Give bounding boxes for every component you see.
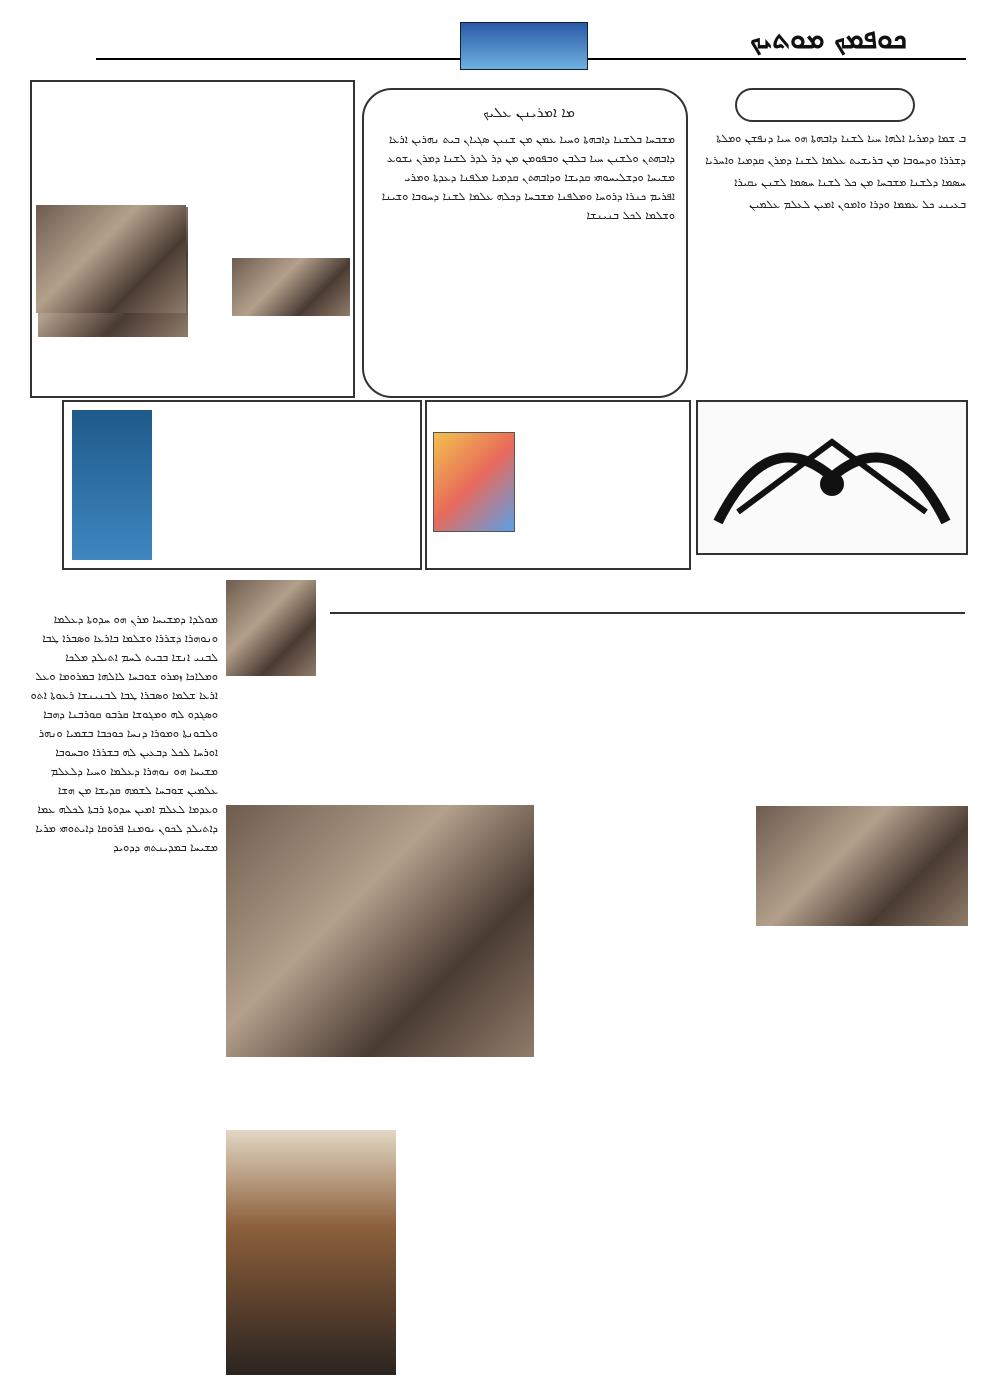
- poem-center-text: ܡܫܒܚܐ ܒܠܫܢܐ ܕܐܒܗܬܐ ܘܚܝܐ ܥܡܢ ܡܢ ܫܢܝܢ ܣܓܝܐܢ ܒܝܬ ܢܗܪܝܢ ܐܪܥܐ ܕܐܒܗܬܢ ܘܠܫܢܢ ܚܝܐ ܒܠܒܢ ܘܒܦܘܡܢ ܡܢ ܕܪ ܠܕܪ ܠܫܢܐ ܕܡܪܢ ܝܫܘܥ ܡܫܝܚܐ ܘܕܫܠܝܚܘܗܝ ܩܕܝܫܐ ܘܕܐܒܗܬܢ ܩܕܡܝܐ ܡܠܦܢܐ ܕܥܕܬܐ ܘܡܪܝ ܐܦܪܝܡ ܟܢܪܐ ܕܪܘܚܐ ܘܡܠܦܢܐ ܡܫܒܚܐ ܕܟܠܗ ܥܠܡܐ ܠܫܢܐ ܕܚܘܒܐ ܘܫܝܢܐ ܘܫܠܡܐ ܠܟܠ ܒܢܝܢܫܐ: [381, 133, 675, 222]
- dictionary-body: [160, 426, 416, 566]
- news-banner: [36, 84, 348, 124]
- news-photo-a: [36, 205, 186, 313]
- dictionary-box: [62, 400, 422, 570]
- feature-photo-speaker: [756, 806, 968, 926]
- feature-col5: [226, 1062, 394, 1127]
- magazine-box: [425, 400, 691, 570]
- syriac-column-text: ܡܘܠܕܐ ܕܡܫܝܚܐ ܡܪܢ ܗܘ ܚܕܘܬܐ ܕܥܠܡܐ ܘܢܘܗܪܐ ܕܫܪܪܐ ܘܫܠܡܐ ܒܐܪܥܐ ܘܣܒܪܐ ܛܒܐ ܠܒܢܝ ܐܢܫܐ ܒܒܝܬ ܠܚܡ ܐܬܝܠܕ ܡܠܟܐ ܘܡܠܐܟܐ ܙܡܪܘ ܫܘܒܚܐ ܠܐܠܗܐ ܒܡܪܘܡܐ ܘܥܠ ܐܪܥܐ ܫܠܡܐ ܘܣܒܪܐ ܛܒܐ ܠܒܢܝܢܫܐ ܪܥܘܬܐ ܐܬܘ ܘܣܓܕܘ ܠܗ ܘܡܓܘܫܐ ܩܪܒܘ ܩܘܪܒܢܐ ܕܗܒܐ ܘܠܒܘܢܬܐ ܘܡܘܪܐ ܕܢܚܐ ܟܘܟܒܐ ܒܫܡܝܐ ܘܢܗܪ ܐܘܪܚܐ ܠܟܠ ܕܒܥܝܢ ܠܗ ܒܫܪܪܐ ܘܒܚܘܒܐ ܡܫܝܚܐ ܗܘ ܢܘܗܪܐ ܕܥܠܡܐ ܘܚܝܐ ܕܠܥܠܡ ܥܠܡܝܢ ܫܘܒܚܐ ܠܫܡܗ ܩܕܝܫܐ ܡܢ ܗܫܐ ܘܥܕܡܐ ܠܥܠܡ ܐܡܝܢ ܚܕܘܬܐ ܪܒܬܐ ܠܟܠܗ ܥܡܐ ܕܐܬܝܠܕ ܠܟܘܢ ܝܘܡܢܐ ܦܪܘܩܐ ܕܐܝܬܘܗܝ ܡܪܝܐ ܡܫܝܚܐ ܒܡܕܝܢܬܗ ܕܕܘܝܕ: [30, 613, 218, 854]
- side-label: [8, 400, 28, 580]
- magazine-body: [519, 448, 687, 566]
- calligraphy-svg: [698, 402, 966, 552]
- poem-center-box: [362, 88, 688, 398]
- feature-col3: [400, 662, 534, 797]
- feature-col1: [756, 662, 968, 802]
- author-photo: [226, 580, 316, 676]
- magazine-cover: [433, 432, 515, 532]
- masthead-logo: [460, 22, 588, 70]
- news-photo-c: [232, 258, 350, 316]
- syriac-masthead: ܟܘܦܡܟ ܡܘܬܝܟ: [750, 22, 907, 55]
- feature-photo-graduates: [226, 805, 534, 1057]
- feature-rule: [330, 612, 965, 614]
- dictionary-cover: [72, 410, 152, 560]
- poem-right-text: ܒ ܫܡܐ ܕܡܪܝܐ ܐܠܗܐ ܚܝܐ ܠܫܢܐ ܕܐܒܗܬܐ ܗܘ ܚܝܐ ܕܢܦܫܢ ܘܡܠܬܐ ܕܫܪܪܐ ܘܕܚܘܒܐ ܡܢ ܒܪܝܫܝܬ ܥܠܡܐ ܠܫܢܐ ܕܡܪܢ ܩܕܡܝܐ ܘܐܚܪܝܐ ܚܣܡܐ ܕܠܫܢܐ ܡܫܒܚܐ ܡܢ ܟܠ ܠܫܢܐ ܚܣܡܐ ܠܫܢܢ ܝܩܝܪܐ ܒܥܝܢܝ ܟܠ ܥܡܡܐ ܘܕܪܐ ܘܐܡܘܢ ܐܡܝܢ ܠܥܠܡ ܥܠܡܝܢ: [705, 132, 966, 211]
- page-number: [26, 18, 86, 78]
- feature-col6: [400, 1062, 534, 1375]
- feature-col1b: [756, 930, 968, 1375]
- feature-col2: [540, 662, 748, 1375]
- feature-photo-banner: [226, 1130, 396, 1375]
- poem-right-title: [735, 88, 915, 122]
- calligraphy-art: [696, 400, 968, 555]
- poem-center-title: ܡܐ ܐܡܪܝܢܢ ܥܠܝܟ: [483, 105, 575, 121]
